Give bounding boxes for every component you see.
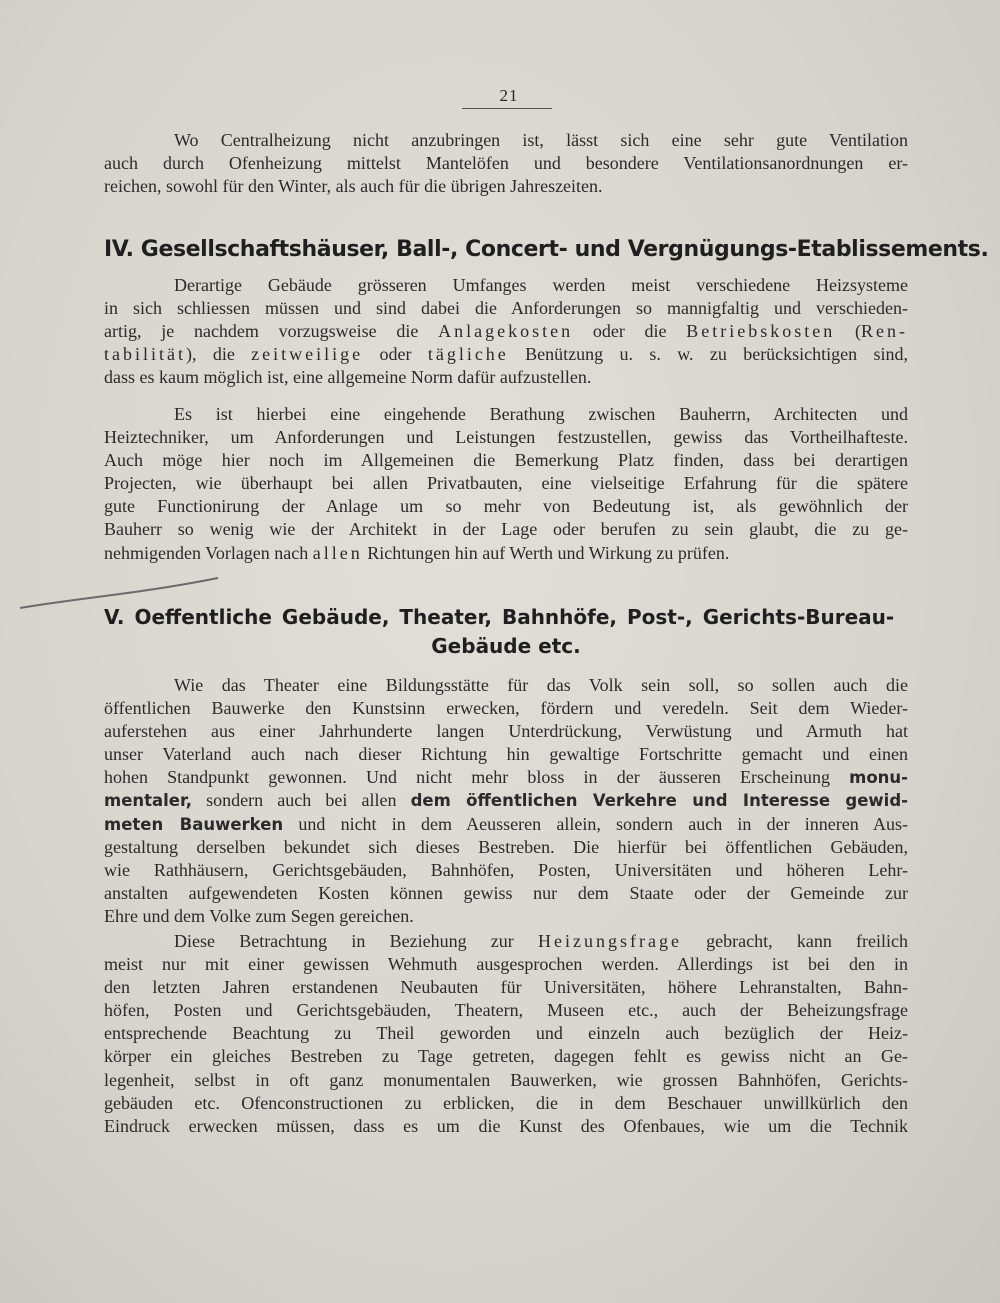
section-v [104,603,908,661]
text-line [104,789,908,812]
spaced-term: Heizungsfrage [537,931,682,951]
text-run: nehmigenden Vorlagen nach [104,542,313,563]
text-line: gute Functionirung der Anlage um so mehr von Bedeutung ist, als gewöhnlich der [104,496,908,517]
text-line: Auch möge hier noch im Allgemeinen die Bemerkung Platz finden, dass bei derartigen [104,450,908,471]
page-number: 21 [499,86,519,105]
text-line: Es ist hierbei eine eingehende Berathung zwischen Bauherrn, Architecten und [174,404,908,424]
bold-term: mentaler, [104,791,192,811]
text-line: öffentlichen Bauwerke den Kunstsinn erwecken, fördern und veredeln. Seit dem Wieder- [104,698,908,719]
text-line: auch durch Ofenheizung mittelst Mantelöfen und besondere Ventilationsanordnungen er- [104,153,908,174]
bold-term: meten Bauwerken [104,814,284,834]
spaced-term: Anlagekosten [438,321,574,342]
section-v-paragraph-1 [104,674,908,928]
text-line: Wie das Theater eine Bildungsstätte für das Volk sein soll, so sollen auch die [174,675,908,695]
section-heading: IV. Gesellschaftshäuser, Ball-, Concert- und Vergnügungs-Etablissements. [104,237,989,262]
text-line [104,930,908,953]
text-line: Eindruck erwecken müssen, dass es um die Kunst des Ofenbaues, wie um die Technik [104,1115,908,1136]
text-line: reichen, sowohl für den Winter, als auch für die übrigen Jahreszeiten. [104,176,603,197]
spaced-term: Ren- [861,321,908,342]
text-line [104,542,908,565]
text-run: und nicht in dem Aeusseren allein, sondern auch in der inneren Aus- [283,813,908,834]
text-line [104,813,908,836]
text-run: oder [363,344,428,365]
section-heading-line: V. Oeffentliche Gebäude, Theater, Bahnhöfe, Post-, Gerichts-Bureau- [104,605,895,629]
section-heading [104,603,908,661]
section-heading-line: Gebäude etc. [431,634,581,658]
spaced-term: tägliche [427,344,509,365]
section-iv [104,236,989,264]
section-iv-paragraph-1 [104,274,908,389]
text-line: Wo Centralheizung nicht anzubringen ist, lässt sich eine sehr gute Ventilation [174,130,908,150]
text-run: ), die [185,344,252,365]
text-line: anstalten aufgewendeten Kosten können gewiss nur dem Staate oder der Gemeinde zur [104,882,908,903]
text-line: Ehre und dem Volke zum Segen gereichen. [104,905,414,926]
spaced-term: Betriebskosten [686,321,836,342]
text-line: Projecten, wie überhaupt bei allen Privatbauten, eine vielseitige Erfahrung für die spätere [104,473,908,494]
text-run: Richtungen hin auf Werth und Wirkung zu prüfen. [362,542,730,563]
spaced-term: tabilität [104,344,186,365]
text-line: gebäuden etc. Ofenconstructionen zu erblicken, die in dem Beschauer unwillkürlich den [104,1092,908,1113]
bold-term: monu- [849,768,908,788]
text-line [104,766,908,789]
text-run: artig, je nachdem vorzugsweise die [104,321,439,342]
text-line: wie Rathhäusern, Gerichtsgebäuden, Bahnhöfen, Posten, Universitäten und höheren Lehr- [104,859,908,880]
text-line: auferstehen aus einer Jahrhunderte langen Unterdrückung, Verwüstung und Armuth hat [104,721,908,742]
intro-paragraph [104,129,908,198]
text-line: entsprechende Beachtung zu Theil geworden und einzeln auch bezüglich der Heiz- [104,1023,908,1044]
text-line: Heiztechniker, um Anforderungen und Leistungen festzustellen, gewiss das Vortheilhafteste. [104,427,908,448]
section-v-paragraph-2 [104,930,908,1138]
text-line: höfen, Posten und Gerichtsgebäuden, Theatern, Museen etc., auch der Beheizungsfrage [104,1000,908,1021]
text-line [104,343,908,366]
text-run: sondern auch bei allen [191,790,411,811]
text-line: den letzten Jahren erstandenen Neubauten für Universitäten, höhere Lehranstalten, Bahn- [104,977,908,998]
text-line: legenheit, selbst in oft ganz monumentalen Bauwerken, wie grossen Bahnhöfen, Gerichts- [104,1069,908,1090]
section-iv-paragraph-2 [104,403,908,565]
text-run: gebracht, kann freilich [681,931,908,951]
spaced-term: allen [312,542,363,563]
text-line: körper ein gleiches Bestreben zu Tage getreten, dagegen fehlt es gewiss nicht an Ge- [104,1046,908,1067]
spaced-term: zeitweilige [251,344,364,365]
text-line: in sich schliessen müssen und sind dabei die Anforderungen so mannigfaltig und verschieden- [104,298,908,319]
text-line: meist nur mit einer gewissen Wehmuth ausgesprochen werden. Allerdings ist bei den in [104,954,908,975]
text-line: unser Vaterland auch nach dieser Richtung hin gewaltige Fortschritte gemacht und einen [104,744,908,765]
page-number-rule [462,108,552,109]
text-run: ( [835,321,861,342]
text-run: Benützung u. s. w. zu berücksichtigen sind, [508,344,909,365]
text-run: oder die [573,321,687,342]
text-line: gestaltung derselben bekundet sich dieses Bestreben. Die hierfür bei öffentlichen Gebäuden, [104,836,908,857]
text-line: Bauherr so wenig wie der Architekt in der Lage oder berufen zu sein glaubt, die zu ge- [104,519,908,540]
text-run: hohen Standpunkt gewonnen. Und nicht mehr bloss in der äusseren Erscheinung [104,767,850,788]
text-line: dass es kaum möglich ist, eine allgemeine Norm dafür aufzustellen. [104,367,592,388]
text-run: Diese Betrachtung in Beziehung zur [174,931,538,951]
bold-term: dem öffentlichen Verkehre und Interesse gewid- [410,791,908,811]
text-line: Derartige Gebäude grösseren Umfanges werden meist verschiedene Heizsysteme [174,275,908,295]
text-line [104,320,908,343]
